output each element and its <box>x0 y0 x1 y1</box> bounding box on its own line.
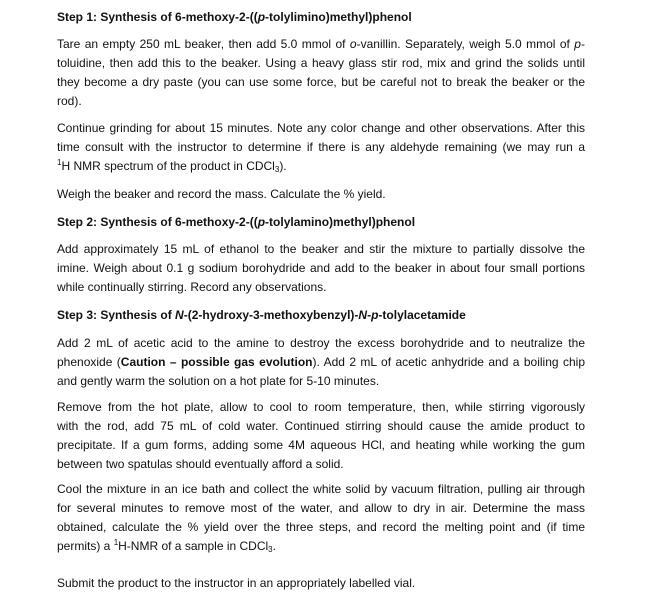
text-line: between two spatulas should eventually afford a solid. <box>57 457 344 471</box>
text-line: phenoxide (Caution – possible gas evolution). Add 2 mL of acetic anhydride and a boiling chip <box>57 355 585 369</box>
step3-paragraph-3 <box>57 480 585 556</box>
text-line: Remove from the hot plate, allow to cool to room temperature, then, while stirring vigorously <box>57 400 585 414</box>
text-line: obtained, calculate the % yield over the three steps, and record the melting point and (if time <box>57 520 585 534</box>
text-line: while continually stirring. Record any observations. <box>57 280 327 294</box>
step2-heading <box>57 214 415 230</box>
text-line: $^1$H NMR spectrum of the product in CDCl$_3$). <box>57 158 287 174</box>
step3-paragraph-4: Submit the product to the instructor in an appropriately labelled vial. <box>57 576 416 590</box>
text-line: with the rod, add 75 mL of cold water. Continued stirring should cause the amide product to <box>57 419 585 433</box>
step1-paragraph-2 <box>57 119 585 176</box>
step3-heading: Step 3: Synthesis of N-(2-hydroxy-3-methoxybenzyl)-N-p-tolylacetamide <box>57 308 466 322</box>
step1-heading-italic: p <box>257 10 266 24</box>
text-line: rod). <box>57 94 82 108</box>
text-line: for several minutes to remove most of the water, and allow to dry in air. Determine the mass <box>57 501 585 515</box>
step2-paragraph-1 <box>57 240 585 297</box>
text-line: imine. Weigh about 0.1 g sodium borohydride and add to the beaker in about four small portions <box>57 261 585 275</box>
text-line: precipitate. If a gum forms, adding some 4M aqueous HCl, and heating while working the gum <box>57 438 585 452</box>
step2-heading-suffix: -tolylamino)methyl)phenol <box>265 215 416 229</box>
text-line: and gently warm the solution on a hot plate for 5-10 minutes. <box>57 374 380 388</box>
text-line: Add approximately 15 mL of ethanol to the beaker and stir the mixture to partially dissolve the <box>57 242 585 256</box>
text-line: they become a dry paste (you can use some force, but be careful not to break the beaker or the <box>57 75 585 89</box>
step3-paragraph-1 <box>57 334 585 391</box>
step2-heading-italic: p <box>257 215 266 229</box>
text-line: Cool the mixture in an ice bath and collect the white solid by vacuum filtration, pulling air through <box>57 482 585 496</box>
step1-paragraph-3 <box>57 185 585 204</box>
step1-heading-suffix: -tolylimino)methyl)phenol <box>265 10 412 24</box>
text-line: Weigh the beaker and record the mass. Calculate the % yield. <box>57 187 386 201</box>
step1-heading-prefix: Step 1: Synthesis of 6-methoxy-2-(( <box>57 10 258 24</box>
text-line: toluidine, then add this to the beaker. Using a heavy glass stir rod, mix and grind the solids until <box>57 56 585 70</box>
step3-paragraph-2 <box>57 398 585 474</box>
text-line: permits) a $^1$H-NMR of a sample in CDCl$_3$. <box>57 538 276 554</box>
text-line: time consult with the instructor to determine if there is any aldehyde remaining (we may run a <box>57 140 585 154</box>
caution-text: Caution – possible gas evolution <box>120 355 313 369</box>
step2-heading-prefix: Step 2: Synthesis of 6-methoxy-2-(( <box>57 215 258 229</box>
text-line: Tare an empty 250 mL beaker, then add 5.0 mmol of o-vanillin. Separately, weigh 5.0 mmol of p- <box>57 37 585 51</box>
text-line: Continue grinding for about 15 minutes. Note any color change and other observations. After this <box>57 121 585 135</box>
step1-heading <box>57 9 412 25</box>
text-line: Add 2 mL of acetic acid to the amine to destroy the excess borohydride and to neutralize the <box>57 336 585 350</box>
step1-paragraph-1 <box>57 35 585 111</box>
